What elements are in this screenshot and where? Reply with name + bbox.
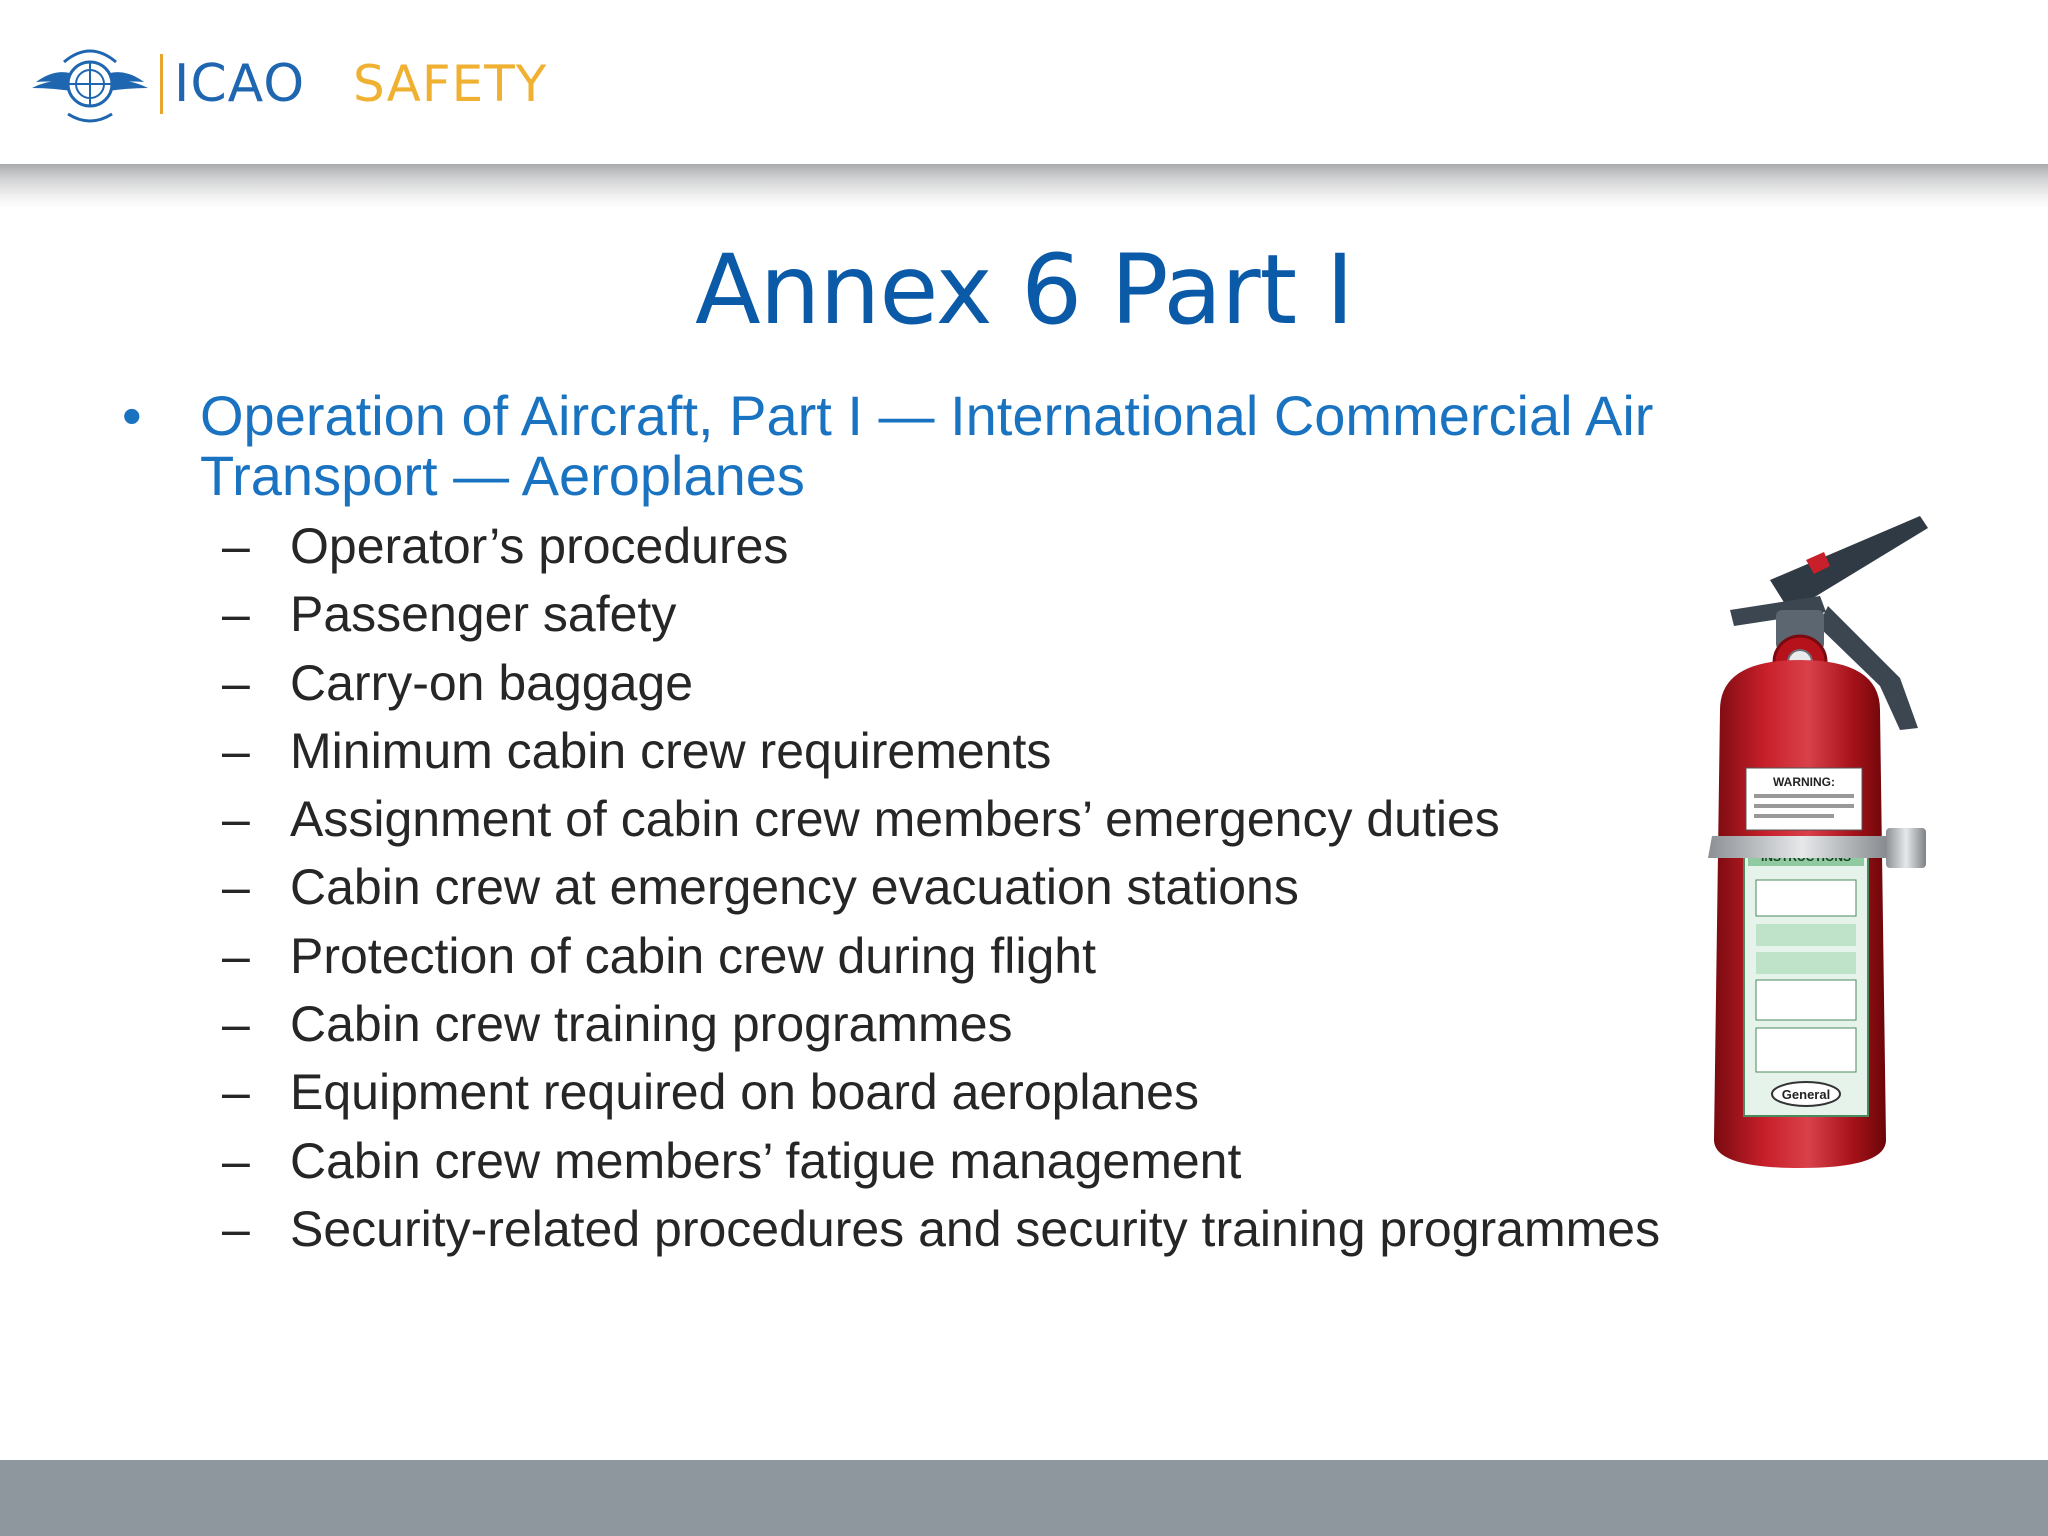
list-item-label: Passenger safety: [290, 586, 677, 643]
slide-title: Annex 6 Part I: [695, 234, 1353, 346]
logo-divider: [160, 54, 163, 114]
list-item-label: Carry-on baggage: [290, 654, 694, 711]
list-item-label: Security-related procedures and security training programmes: [290, 1200, 1661, 1257]
dash-marker: –: [222, 1132, 250, 1189]
list-item-label: Cabin crew at emergency evacuation stations: [290, 859, 1299, 916]
fire-extinguisher-icon: [1600, 500, 1980, 1180]
list-item: [222, 1195, 1942, 1263]
header-shadow: [0, 164, 2048, 208]
list-item-label: Cabin crew training programmes: [290, 996, 1013, 1053]
dash-marker: –: [222, 996, 250, 1053]
warning-label: WARNING:: [1773, 775, 1835, 789]
dash-marker: –: [222, 722, 250, 779]
dash-marker: –: [222, 586, 250, 643]
list-item-label: Equipment required on board aeroplanes: [290, 1064, 1199, 1121]
icao-logo-text: ICAO: [174, 54, 306, 114]
dash-marker: –: [222, 1200, 250, 1257]
main-bullet-text: Operation of Aircraft, Part I — International Commercial Air Transport — Aeroplanes: [200, 384, 1654, 507]
dash-marker: –: [222, 1064, 250, 1121]
safety-section-label: SAFETY: [353, 55, 548, 113]
brand-label: General: [1781, 1087, 1831, 1102]
dash-marker: –: [222, 654, 250, 711]
list-item-label: Protection of cabin crew during flight: [290, 927, 1096, 984]
icao-emblem-icon: [28, 36, 152, 132]
list-item-label: Cabin crew members’ fatigue management: [290, 1132, 1242, 1189]
dash-marker: –: [222, 518, 250, 574]
list-item-label: Minimum cabin crew requirements: [290, 722, 1052, 779]
bullet-dot: •: [122, 384, 142, 447]
list-item-label: Operator’s procedures: [290, 518, 789, 574]
dash-marker: –: [222, 859, 250, 916]
footer-band: [0, 1460, 2048, 1536]
list-item-label: Assignment of cabin crew members’ emergency duties: [290, 791, 1500, 848]
header-band: [0, 0, 2048, 168]
dash-marker: –: [222, 927, 250, 984]
dash-marker: –: [222, 791, 250, 848]
